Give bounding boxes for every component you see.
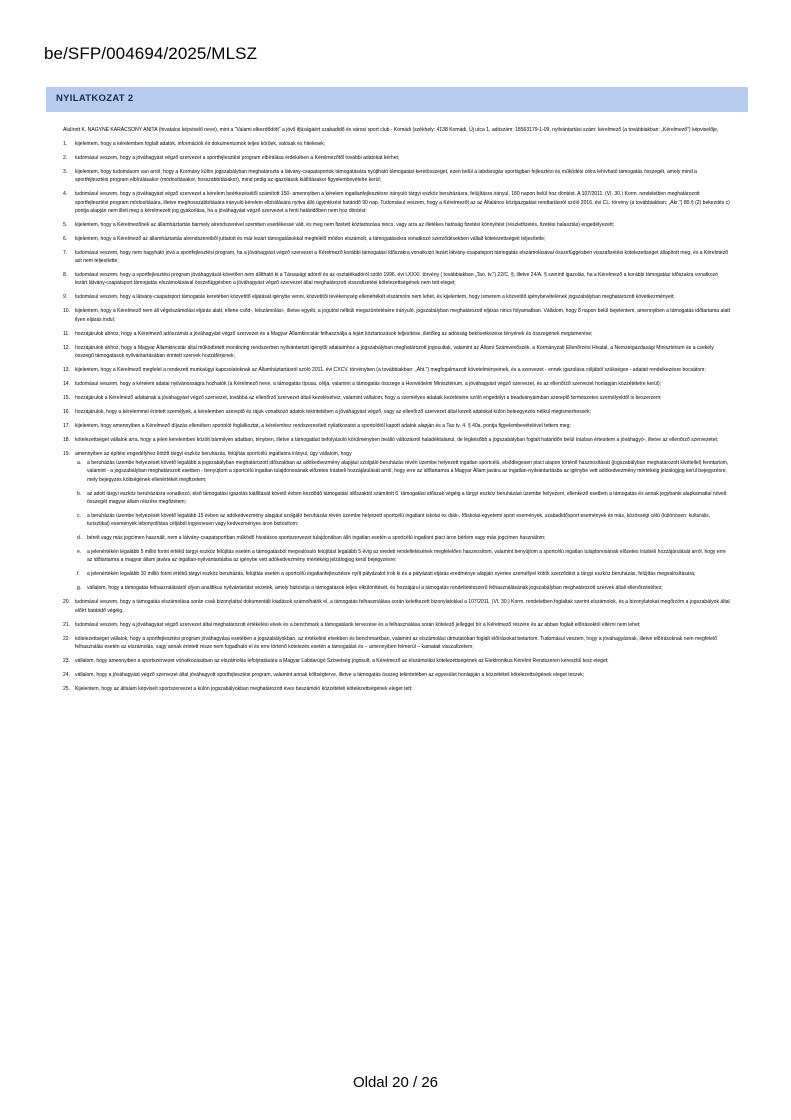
declaration-item [63,190,731,214]
sub-item-text: a beruházás üzembe helyezését követő legalább 15 évben az adókedvezmény alapjául szolgáló beruházás révén üzembe helyezett sportcélú ingatlant iskolai és diák-, főiskolai-egyetemi sport események, szabadidősport események és más, közösségi célú (különösen: kulturális, turisztikai) események lebonyolítása céljából ingyenesen vagy kedvezményes áron biztosítom; [87,512,711,527]
declaration-item [63,307,731,323]
page-number: Oldal 20 / 26 [352,1074,439,1091]
item-number: 11. [63,330,70,337]
item-text: kijelentem, hogy a Kérelmezőnek az államháztartás bármely alrendszerével szemben esedékessé vált, és meg nem fizetett köztartozása nincs, vagy arra az illetékes hatóság fizetési könnyítést (részletfizetés, fizetési halasztás) engedélyezett; [75,221,615,228]
declaration-item [63,621,731,629]
item-text: tudomásul veszem, hogy a támogatás elszámolása során csak bizonylattal dokumentált kiadások számolhatók el, a támogatás felhasználása során keletkezett bizonylatokkal a 107/2011. (VI. 30.) Korm. rendeletben foglaltak szerint elszámolok, és a bizonylatokat megőrzöm a jogszabályok által előírt határidő végéig. [75,599,730,614]
item-number: 10. [63,308,71,315]
item-text: vállalom, hogy amennyiben a sportszervezet vonatkozásában az elszámolás lefolytatására a Magyar Labdarúgó Szövetség jogosult, a Kérelmező az elszámolási kötelezettségének az Elektronikus Kérelmi Rendszeren keresztül tesz eleget; [75,657,609,664]
sub-item-text: vállalom, hogy a támogatás felhasználásáról olyan analitikus nyilvántartást vezetek, amely biztosítja a támogatások teljes elkülönítését, és hozzájárul a támogatás rendeltetésszerű felhasználásának jogszabályban meghatározott szervek általi ellenőrzéséhez; [87,585,663,592]
document-id: be/SFP/004694/2025/MLSZ [44,44,258,63]
item-number: 25. [63,685,71,692]
item-number: 2. [63,155,68,162]
declaration-item [63,598,731,614]
item-text: kijelentem, hogy amennyiben a Kérelmező díjazás ellenében sportolót foglalkoztat, a kérelemhez rendszeresített nyilatkozatot a sportolótól kapott adatok alapján és a Tao tv. 4. § 40a. pontja figyelembevételével tettem meg; [75,423,571,429]
item-number: 18. [63,437,71,444]
sub-item [75,459,731,483]
item-text: kötelezettséget vállalok arra, hogy a jelen kérelemben közölt bármilyen adatban, tényben, illetve a támogatást befolyásoló körülményben beálló változásról haladéktalanul, de legkésőbb a jogszabályban foglalt határidőn belül írásban értesítem a jóváhagyó-, illetve az ellenőrző szervezetet; [75,437,719,444]
item-text: kijelentem, hogy a Kérelmező megfelel a rendezett munkaügyi kapcsolatoknak az Államháztartásról szóló 2011. évi CXCV. törvényben (a továbbiakban: „Áht.") megfogalmazott követelményeinek, és a szervezet - ennek igazolása céljából szükséges - adatait rendelkezésre bocsátom; [75,366,706,373]
item-text: tudomásul veszem, hogy a sportfejlesztési program jóváhagyását követően nem állítható ki a Társasági adóról és az osztalékadóról szóló 1996. évi LXXXI. törvény ( továbbiakban „Tao. tv.") 22/C. §, illetve 24/A. § szerinti igazolás, ha a Kérelmező a korábbi támogatási időszakra vonatkozó lezárt látvány-csapatsport támogatás elszámolásával összefüggésben a jóváhagyást végző szervezet által meghatározott visszafizetési kötelezettségének nem tett eleget; [75,272,718,287]
declaration-item [63,154,731,162]
sub-item [75,548,731,564]
item-number: 17. [63,423,71,429]
item-number: 8. [63,272,68,279]
item-number: 19. [63,451,71,458]
declaration-item [63,330,731,338]
declaration-item [63,344,731,360]
declaration-body [63,126,731,699]
sub-item [75,570,731,578]
declaration-item [63,168,731,184]
item-number: 12. [63,344,71,351]
item-text: amennyiben az építési engedélyhez kötött tárgyi eszköz beruházás, felújítás sportcélú ingatlanra irányul, úgy vállalom, hogy [75,451,352,458]
intro-paragraph: Alulírott K. NAGYNÉ KARÁCSONY ANITA (hivatalos képviselő neve), mint a "Valami elkezdődött" a jövő ifjúságáért szabadidő és városi sport club - Komádi (székhely: 4138 Komádi, Új utca 1, adószám: 18563179-1-09, nyilvántartási szám: kérelmező (a továbbiakban: „Kérelmező") képviselője, [63,127,719,133]
item-number: 15. [63,394,71,401]
sub-item [75,534,731,542]
item-text: tudomásul veszem, hogy a jóváhagyást végző szervezet által meghatározott értékelési elvek és a benchmark a támogatások tervezése és a felhasználása során kötelező jelleggel bír a Kérelmező részére és az abban foglalt előírásoktól eltérni nem lehet; [75,621,641,628]
sub-item-letter: b. [77,490,82,497]
item-text: tudomásul veszem, hogy a kérelem adatai nyilvánosságra hozhatók (a Kérelmező neve, a támogatás típusa, célja, valamint a támogatás összege a Honvédelmi Minisztérium, a jóváhagyást végző szervezet, és az ellenőrző szervezet honlapján közzétételre kerül); [75,380,662,387]
sub-item-letter: f. [77,571,80,578]
item-text: Kijelentem, hogy az általam képviselt sportszervezet a külön jogszabályokban meghatározott éves beszámoló közzétételi kötelezettségének eleget tett; [75,685,413,692]
item-number: 9. [63,294,68,301]
item-number: 23. [63,657,71,664]
item-number: 24. [63,671,71,678]
sub-item-text: bérelt vagy más jogcímen használt, nem a látvány-csapatsportban működő hivatásos sportszervezet tulajdonában álló ingatlan esetén a sportcélú ingatlant piaci áron bérlem vagy más jogcímen használom; [87,535,546,542]
declaration-item [63,221,731,229]
declaration-item [63,450,731,592]
item-text: hozzájárulok, hogy a kérelemmel érintett személyek, a kérelemben szereplő és rájuk vonatkozó adatok tekintetében a jóváhagyást végző, vagy az ellenőrző szervezet által kezelt adatokat külön beleegyezés nélkül megismerhessék; [75,408,591,415]
declaration-item [63,635,731,651]
sub-item-letter: e. [77,549,82,556]
sub-item-letter: d. [77,535,82,542]
sub-item-letter: a. [77,460,82,467]
item-number: 1. [63,141,68,148]
item-number: 22. [63,635,71,642]
declaration-item [63,422,731,430]
item-number: 14. [63,380,71,387]
item-text: kötelezettséget vállalok, hogy a sportfejlesztési program jóváhagyása esetében a jogszabályokban, az értékelési elvekben és benchmarkban, valamint az elszámolási útmutatóban foglalt előírásokat betartom. Tudomásul veszem, hogy a jóváhagyásnak, illetve előírásoknak nem megfelelő felhasználás esetén az elszámolás, vagy annak érintett része nem fogadható el és erre történő kötelezés esetén a támogatást és – amennyiben felmerül – kamatait visszafizetem; [75,635,717,650]
item-number: 4. [63,191,68,198]
item-text: tudomásul veszem, hogy a látvány-csapatsport támogatás keretében közvetítő eljárását igénybe venni, közvetítői tevékenység ellenértékét elszámolni nem lehet, és kijelentem, hogy ismerem a közvetítő igénybevételének jogszabályban meghatározott következményeit; [75,294,675,301]
declaration-item [63,408,731,416]
sub-item [75,512,731,528]
item-text: kijelentem, hogy a kérelemben foglalt adatok, információk és dokumentumok teljes körűek, valósak és hitelesek; [75,141,326,148]
sub-item [75,584,731,592]
declaration-item [63,671,731,679]
item-text: hozzájárulok a Kérelmező adatainak a jóváhagyást végző szervezet, továbbá az ellenőrző szervezet általi kezeléséhez, valamint vállalom, hogy a személyes adataik kezelésére szóló engedélyt a beadványaimban szereplő természetes személyektől is beszerzem; [75,394,662,401]
item-number: 16. [63,408,71,415]
sub-item-text: a beruházás üzembe helyezését követő legalább a jogszabályban meghatározott időszakban az adókedvezmény alapjául szolgáló beruházás révén üzembe helyezett ingatlan sportcélú, elsődlegesen piaci alapon történő hasznosítását (jogszabályban meghatározott kivétellel) fenntartom, valamint - a jogszabályban meghatározott esetben - benyújtom a sportcélú ingatlan tulajdonosának előzetes írásbeli hozzájárulását arról, hogy erre az időtartamra a Magyar Állam javára az ingatlan-nyilvántartásba az igénybe vett adókedvezmény mértékéig jelzálogjog kerül bejegyzésre, mely bejegyzés költségének ellenértékét megfizetem; [87,460,729,483]
section-header [46,87,748,112]
item-number: 13. [63,366,71,373]
item-text: tudomásul veszem, hogy a jóváhagyást végző szervezet a sportfejlesztési program elbírálása érdekében a Kérelmezőtől további adatokat kérhet; [75,155,400,162]
item-text: kijelentem, hogy a Kérelmező nem áll végelszámolási eljárás alatt, ellene csőd-, felszámolási-, illetve egyéb, a jogutód nélküli megszüntetésére irányuló, jogszabályban meghatározott eljárás nincs folyamatban. Vállalom, hogy 8 napon belül bejelentem, amennyiben a támogatás időtartama alatt ilyen eljárás indul; [75,308,731,323]
sub-item [75,490,731,506]
sub-item-text: a jelenértékén legalább 5 millió forint értékű tárgyi eszköz felújítás esetén a támogatásból megvalósuló felújítást legalább 5 évig az eredeti rendeltetésének megfelelően hasznosítom, valamint benyújtom a sportcélú ingatlan tulajdonosának előzetes írásbeli hozzájárulását arról, hogy erre az időtartamra a magyar állam javára az ingatlan-nyilvántartásba az igénybe vett adókedvezmény mértékéig jelzálogjog kerül bejegyzésre; [87,549,726,564]
declaration-list [63,140,731,693]
sub-item-text: a jelenértékén legalább 10 millió forint értékű tárgyi eszköz beruházás, felújítás esetén a sportcélú ingatlanfejlesztésre nyílt pályázatot írok ki és a pályázati eljárás eredménye alapján nyertes személlyel kötök szerződést a tárgyi eszköz beruházás, felújítás megvalósítására; [87,571,696,578]
item-text: tudomásul veszem, hogy a jóváhagyást végző szervezet a kérelem beérkezésétől számított 150- amennyiben a kérelem ingatlanfejlesztésre irányuló tárgyi eszköz beruházásra, felújításra irányul, 180 napon belül hoz döntést. A 107/2011. (VI. 30.) Korm. rendeletben meghatározott sportfejlesztési program módosítására, illetve meghosszabbítására irányuló kérelem elbírálására nyitva álló ügyintézési határidő 90 nap. Tudomásul veszem, hogy a Kérelmezőt az az Általános közigazgatási rendtartásról szóló 2016. évi CL. törvény (a továbbiakban: „Ákr.") 80.§ (2) bekezdés c) pontja alapján nem illeti meg a kérelmezett jog gyakorlása, ha a jóváhagyást végző szervezet a fenti határidőben nem hoz döntést; [75,191,730,214]
sub-item-letter: c. [77,512,81,519]
declaration-item [63,380,731,388]
item-number: 21. [63,621,71,628]
declaration-item [63,293,731,301]
declaration-item [63,271,731,287]
item-number: 5. [63,221,68,228]
item-text: hozzájárulok ahhoz, hogy a Kérelmező adószámát a jóváhagyást végző szervezet és a Magyar Államkincstár felhasználja a lejárt köztartozások teljesítése, illetőleg az adósság bekövetkezése tényének és összegének megismerése; [75,330,593,337]
sub-item-letter: g. [77,585,82,592]
item-number: 6. [63,235,68,242]
item-number: 3. [63,169,68,176]
declaration-item [63,436,731,444]
declaration-item [63,249,731,265]
item-text: tudomásul veszem, hogy nem hagyható jóvá a sportfejlesztési program, ha a jóváhagyást végző szervezet a Kérelmező korábbi támogatási időszakra vonatkozó lezárt látvány-csapatsport támogatás elszámolásával összefüggésben visszafizetési kötelezettséget állapított meg, és a Kérelmező azt nem teljesítette; [75,249,729,265]
declaration-item [63,657,731,665]
section-title: NYILATKOZAT 2 [56,93,134,104]
item-number: 20. [63,599,71,606]
declaration-item [63,235,731,243]
item-number: 7. [63,249,68,256]
declaration-item [63,140,731,148]
declaration-item [63,366,731,374]
item-text: kijelentem, hogy tudomásom van arról, hogy a Kormány külön jogszabályban meghatározta a látvány-csapatsportok támogatására nyújtható támogatási keretösszeget, ezen belül a labdarúgás sportágban fejlesztési és működési célra lehívható támogatás összegét, amely mind a sportfejlesztési program elbírálásakor (módosításakor, hosszabbításakor), mind pedig az igazolások kiállításakor figyelembevételre kerül; [75,169,697,184]
item-text: kijelentem, hogy a Kérelmező az államháztartás alrendszereiből juttatott és már lezárt támogatásokkal megfelelő módon elszámolt, a támogatásokra vonatkozó szerződésekben vállalt kötelezettségeit teljesítette; [75,235,546,242]
declaration-item [63,685,731,693]
item-text: vállalom, hogy a jóváhagyást végző szervezet által jóváhagyott sportfejlesztési program, valamint annak költségterve, illetve a támogatás összeg tekintetében az egyesület honlapján a közzétételi kötelezettségének eleget teszek; [75,671,585,678]
item-text: hozzájárulok ahhoz, hogy a Magyar Államkincstár által működtetett monitoring rendszerben nyilvántartott igénylői adataimhoz a jogszabályban meghatározott jogosultak, valamint az Állami Számvevőszék, a Kormányzati Ellenőrzési Hivatal, a Nemzetgazdasági Minisztérium és a csekély összegű támogatások nyilvántartásában érintett szervek hozzáférjenek; [75,344,714,359]
sub-list [75,459,731,592]
declaration-item [63,394,731,402]
sub-item-text: az adott tárgyi eszköz beruházásra vonatkozó, első támogatási igazolás kiállítását követő évben kezdődő támogatási időszaktól számított 6. támogatási időszak végéig a tárgyi eszköz beruházást üzembe helyezem, ellenkező esetben a támogatás és annak jegybanki alapkamattal növelt összegét magyar állam részére megfizetem; [87,490,727,505]
